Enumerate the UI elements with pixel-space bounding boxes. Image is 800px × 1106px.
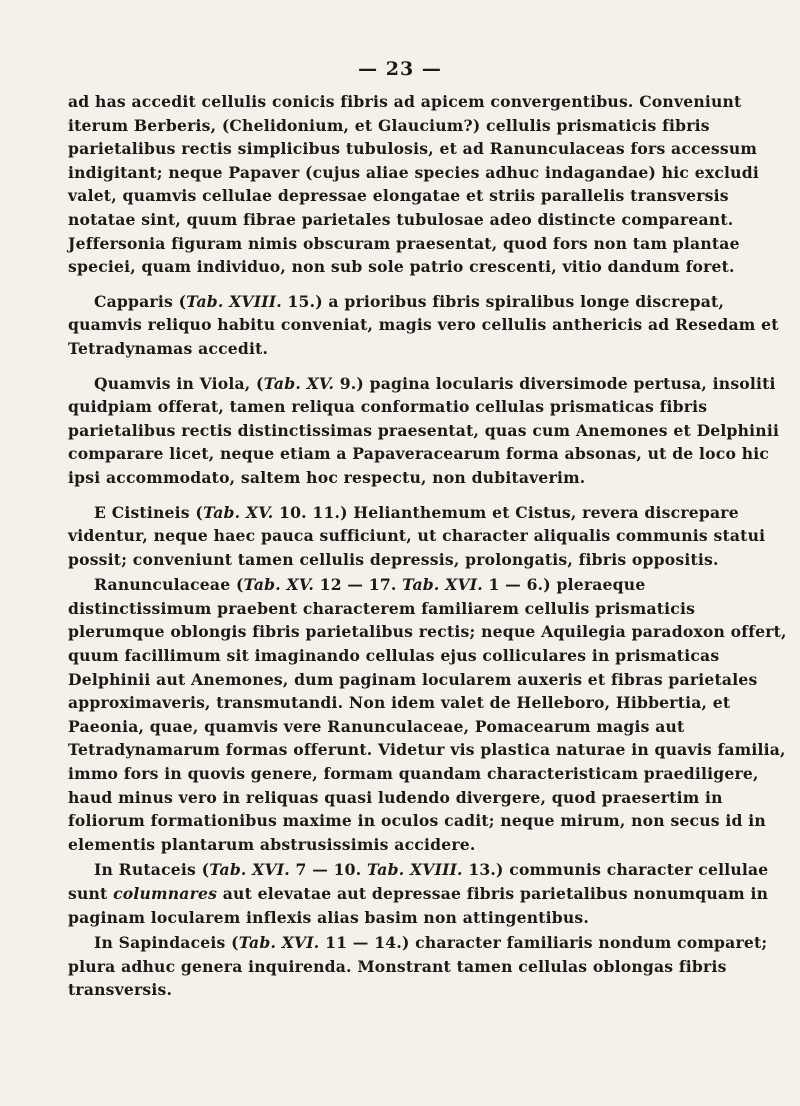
text-segment: 10. 11.) Helianthemum et Cistus, revera discrepare videntur, neque haec pauca sufficiunt, ut character aliqualis communis statui possit; conveniunt tamen cellulis depressis, prolongatis, fibris oppositis. — [68, 502, 766, 569]
italic-text: Tab. XVIII. — [367, 860, 463, 880]
text-segment: Ranunculaceae ( — [94, 575, 244, 595]
italic-text: Tab. XV. — [263, 373, 335, 393]
text-segment: 12 — 17. — [314, 575, 403, 595]
text-segment: In Rutaceis ( — [94, 860, 210, 880]
page-number: — 23 — — [358, 58, 442, 80]
italic-text: Tab. XVI. — [238, 933, 320, 953]
paragraph — [68, 501, 790, 572]
text-segment: ad has accedit cellulis conicis fibris ad apicem convergentibus. Conveniunt iterum Berberis, (Chelidonium, et Glaucium?) cellulis prismaticis fibris parietalibus rectis simplicibus tubulosis, et ad Ranunculaceas fors accessum indigitant; neque Papaver (cujus aliae species adhuc indagandae) hic excludi valet, quamvis cellulae depressae elongatae et striis parallelis transversis notatae sint, quum fibrae parietales tubulosae adeo distincte compareant. Jeffersonia figuram nimis obscuram praesentat, quod fors non tam plantae speciei, quam individuo, non sub sole patrio crescenti, vitio dandum foret. — [68, 92, 759, 277]
text-segment: aut elevatae aut depressae fibris parietalibus nonumquam in paginam locularem inflexis alias basim non attingentibus. — [68, 884, 769, 927]
italic-text: Tab. XVI. — [209, 860, 290, 880]
italic-text: Tab. XV. — [243, 575, 315, 595]
text-segment: 13.) communis character cellulae sunt — [68, 860, 769, 903]
text-segment: 1 — 6.) pleraeque distinctissimum praebent characterem familiarem cellulis prismaticis plerumque oblongis fibris parietalibus rectis; neque Aquilegia paradoxon offert, quum facillimum sit imaginando cellulas ejus colliculares in prismaticas Delphinii aut Anemones, dum paginam locularem auxeris et fibras parietales approximaveris, transmutandi. Non idem valet de Helleboro, Hibbertia, et Paeonia, quae, quamvis vere Ranunculaceae, Pomacearum magis aut Tetradynamarum formas offerunt. Videtur vis plastica naturae in quavis familia, immo fors in quovis genere, formam quandam characteristicam praediligere, haud minus vero in reliquas quasi ludendo divergere, quod praesertim in foliorum formationibus maxime in oculos cadit; neque mirum, non secus id in elementis plantarum abstrusissimis accidere. — [68, 575, 787, 854]
paragraph — [68, 931, 790, 1002]
text-segment: Quamvis in Viola, ( — [94, 373, 264, 393]
text-segment: 9.) pagina locularis diversimode pertusa, insoliti quidpiam offerat, tamen reliqua conformatio cellulas prismaticas fibris parietalibus rectis distinctissimas praesentat, quas cum Anemones et Delphinii comparare licet, neque etiam a Papaveracearum forma absonas, ut de loco hic ipsi accommodato, saltem hoc respectu, non dubitaverim. — [68, 373, 780, 487]
body-text — [68, 90, 790, 1002]
text-segment: In Sapindaceis ( — [94, 933, 239, 953]
text-segment: 15.) a prioribus fibris spiralibus longe discrepat, quamvis reliquo habitu conveniat, magis vero cellulis anthericis ad Resedam et Tetradynamas accedit. — [68, 291, 779, 358]
text-segment: 11 — 14.) character familiaris nondum comparet; plura adhuc genera inquirenda. Monstrant tamen cellulas oblongas fibris transversis. — [68, 933, 768, 1000]
paragraph — [68, 90, 790, 279]
paragraph — [68, 858, 790, 929]
text-segment: E Cistineis ( — [94, 502, 203, 522]
paragraph — [68, 573, 790, 856]
italic-text: columnares — [113, 884, 218, 903]
italic-text: Tab. XV. — [202, 502, 274, 522]
italic-text: Tab. XVIII. — [186, 291, 282, 311]
italic-text: Tab. XVI. — [402, 575, 483, 595]
paragraph — [68, 372, 790, 490]
text-segment: 7 — 10. — [289, 860, 367, 880]
text-segment: Capparis ( — [94, 291, 187, 311]
paragraph — [68, 290, 790, 361]
